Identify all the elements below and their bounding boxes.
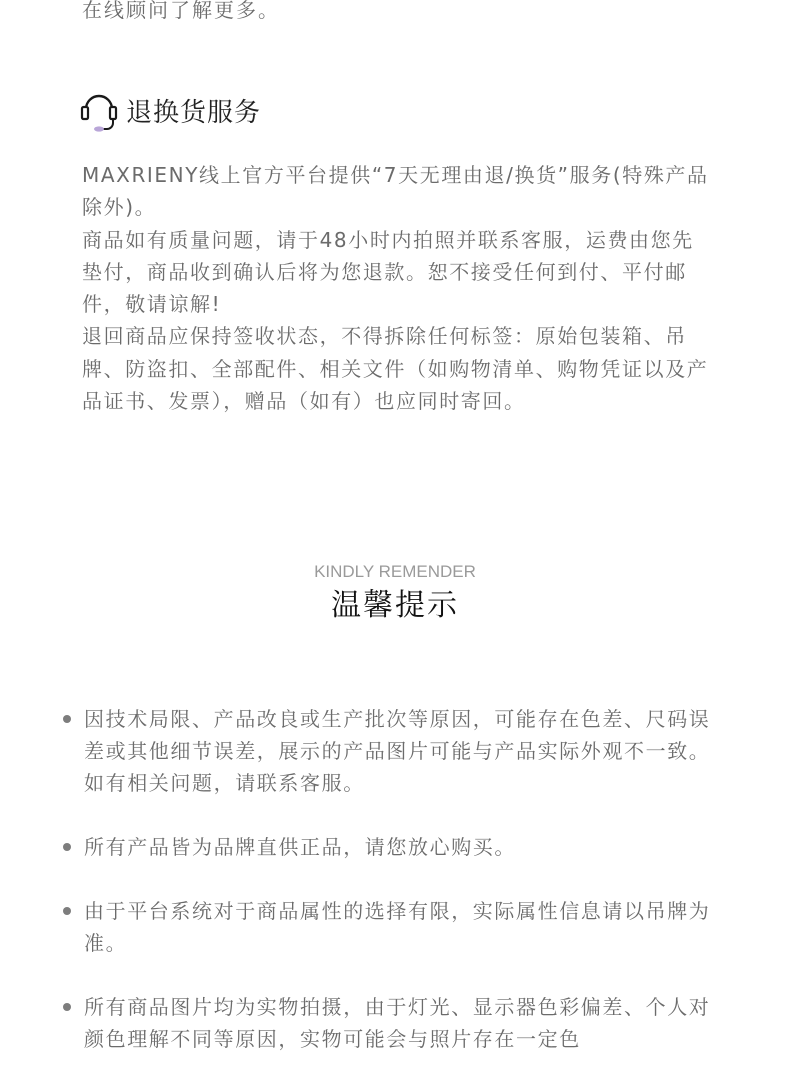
reminder-tips-list: [60, 703, 720, 1087]
return-policy-paragraph: 退回商品应保持签收状态，不得拆除任何标签：原始包装箱、吊牌、防盗扣、全部配件、相关文件（如购物清单、购物凭证以及产品证书、发票），赠品（如有）也应同时寄回。: [82, 324, 709, 414]
bullet-dot: [63, 907, 71, 915]
tip-text: 因技术局限、产品改良或生产批次等原因，可能存在色差、尺码误差或其他细节误差，展示的产品图片可能与产品实际外观不一致。如有相关问题，请联系客服。: [84, 707, 711, 795]
tip-text: 由于平台系统对于商品属性的选择有限，实际属性信息请以吊牌为准。: [84, 899, 711, 955]
return-policy-paragraph: MAXRIENY线上官方平台提供“7天无理由退/换货”服务(特殊产品除外)。: [82, 163, 709, 220]
headset-icon: [80, 92, 118, 134]
return-service-title: 退换货服务: [126, 98, 262, 128]
tip-item: [60, 991, 720, 1055]
return-service-heading: [80, 91, 261, 135]
bullet-dot: [63, 715, 71, 723]
tip-item: [60, 831, 720, 863]
tip-text: 所有产品皆为品牌直供正品，请您放心购买。: [84, 835, 516, 859]
bullet-dot: [63, 1003, 71, 1011]
reminder-subtitle: KINDLY REMENDER: [314, 562, 476, 581]
return-policy-paragraph: 商品如有质量问题，请于48小时内拍照并联系客服，运费由您先垫付，商品收到确认后将为您退款。恕不接受任何到付、平付邮件，敬请谅解!: [82, 227, 694, 317]
intro-tail-text: 在线顾问了解更多。: [82, 0, 280, 22]
return-service-body: [82, 159, 714, 417]
tip-item: [60, 703, 720, 799]
bullet-dot: [63, 843, 71, 851]
tip-item: [60, 895, 720, 959]
tip-text: 所有商品图片均为实物拍摄，由于灯光、显示器色彩偏差、个人对颜色理解不同等原因，实物可能会与照片存在一定色: [84, 995, 711, 1051]
reminder-title: 温馨提示: [331, 588, 459, 623]
